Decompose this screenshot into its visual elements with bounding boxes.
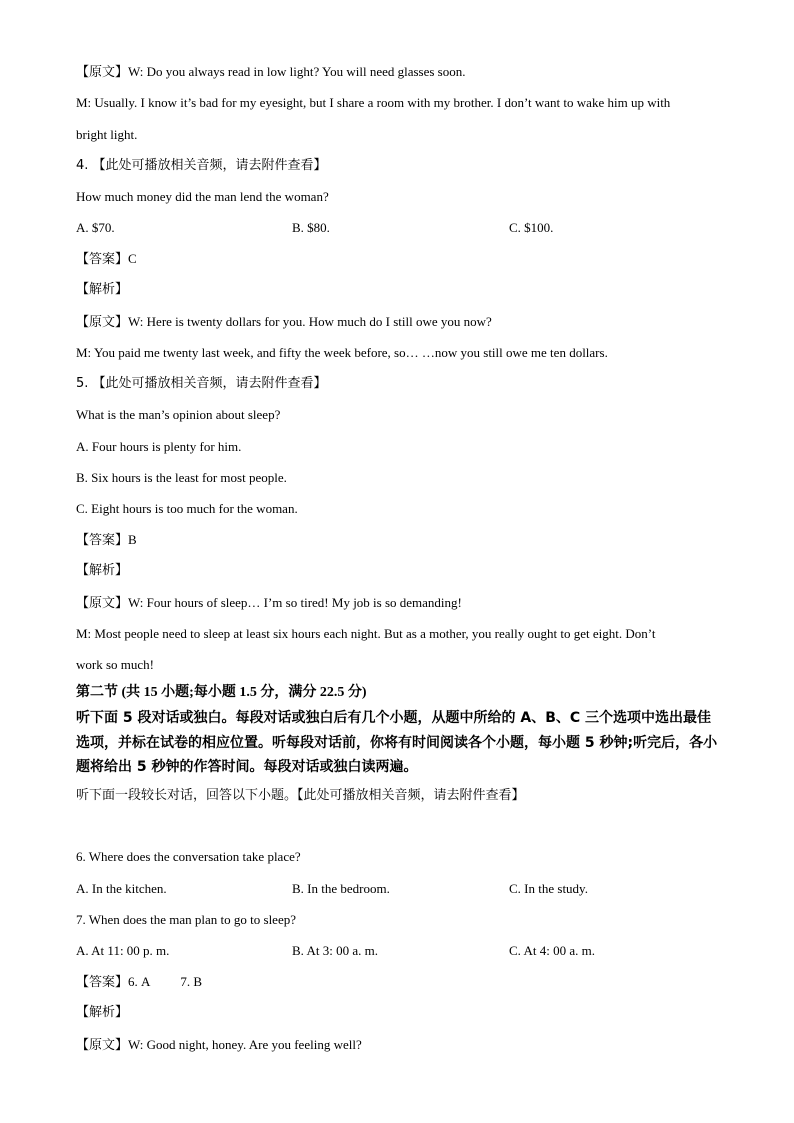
question-5-transcript-m: M: Most people need to sleep at least six hours each night. But as a mother, you really ought to get eight. Don’t [76,626,656,641]
question-4-option-a: A. $70. [76,220,115,235]
answers-6-7-analysis-tag: 【解析】 [76,1005,129,1020]
question-4-answer [76,250,726,269]
yuanwen-tag: 【原文】 [76,315,129,330]
question-5-analysis-tag: 【解析】 [76,563,129,578]
transcript-m-line: M: Usually. I know it’s bad for my eyesight, but I share a room with my brother. I don’t want to wake him up with [76,95,671,110]
question-5-header: 5. 【此处可播放相关音频，请去附件查看】 [76,376,327,391]
question-6-option-b: B. In the bedroom. [292,881,390,896]
question-5-answer [76,531,726,550]
answer-tag: 【答案】 [76,252,129,267]
question-5-transcript-m-cont: work so much! [76,657,154,672]
answer-tag: 【答案】 [76,975,129,990]
answer-value: B [128,532,137,547]
yuanwen-tag: 【原文】 [76,65,129,80]
answers-6-7 [76,973,726,992]
section-2-sub-instruction: 听下面一段较长对话，回答以下小题。【此处可播放相关音频，请去附件查看】 [76,788,525,803]
yuanwen-tag: 【原文】 [76,596,129,611]
question-4-transcript-w [76,313,726,332]
question-6-text: 6. Where does the conversation take place? [76,849,301,864]
question-4-transcript-m: M: You paid me twenty last week, and fifty the week before, so… …now you still owe me ten dollars. [76,345,608,360]
question-4-option-c: C. $100. [509,220,554,235]
question-6-option-c: C. In the study. [509,881,588,896]
section-2-instruction: 听下面 5 段对话或独白。每段对话或独白后有几个小题，从题中所给的 A、B、C 三个选项中选出最佳选项，并标在试卷的相应位置。听每段对话前，你将有时间阅读各个小题，每小题 5 秒钟;听完后，各小题将给出 5 秒钟的作答时间。每段对话或独白读两遍。 [76,710,718,775]
question-5-option-b: B. Six hours is the least for most people. [76,470,287,485]
question-7-option-a: A. At 11: 00 p. m. [76,943,170,958]
question-4-text: How much money did the man lend the woman? [76,189,329,204]
question-5-text: What is the man’s opinion about sleep? [76,407,281,422]
section-2-title: 第二节 (共 15 小题;每小题 1.5 分，满分 22.5 分) [76,685,367,700]
transcript-m-line-cont: bright light. [76,127,138,142]
question-6-option-a: A. In the kitchen. [76,881,167,896]
question-4-header: 4. 【此处可播放相关音频，请去附件查看】 [76,158,327,173]
w-text: W: Do you always read in low light? You will need glasses soon. [128,64,466,79]
w-text: W: Here is twenty dollars for you. How much do I still owe you now? [128,314,492,329]
transcript-w-line [76,63,726,82]
question-7-text: 7. When does the man plan to go to sleep? [76,912,296,927]
answers-6-7-transcript-w [76,1036,726,1055]
answer-value: C [128,251,137,266]
question-7-option-c: C. At 4: 00 a. m. [509,943,595,958]
question-5-option-c: C. Eight hours is too much for the woman. [76,501,298,516]
question-4-analysis-tag: 【解析】 [76,282,129,297]
question-7-option-b: B. At 3: 00 a. m. [292,943,378,958]
w-text: W: Good night, honey. Are you feeling well? [128,1037,362,1052]
answer-tag: 【答案】 [76,533,129,548]
yuanwen-tag: 【原文】 [76,1038,129,1053]
answer-7: 7. B [180,974,203,989]
question-5-transcript-w [76,594,726,613]
question-4-option-b: B. $80. [292,220,330,235]
question-5-option-a: A. Four hours is plenty for him. [76,439,242,454]
w-text: W: Four hours of sleep… I’m so tired! My job is so demanding! [128,595,462,610]
answer-6: 6. A [128,974,151,989]
